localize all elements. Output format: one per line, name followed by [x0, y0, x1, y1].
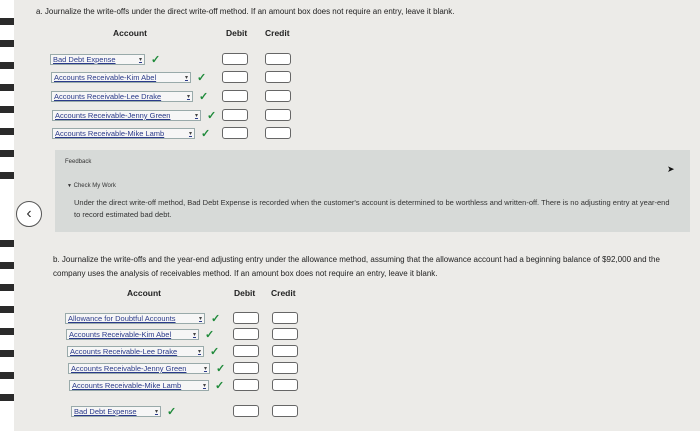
debit-amount-input[interactable] — [222, 109, 248, 121]
chevron-down-icon: ▾ — [203, 366, 207, 372]
debit-amount-input[interactable] — [233, 312, 259, 324]
checkmark-icon: ✓ — [197, 72, 207, 84]
feedback-text: Under the direct write-off method, Bad Debt Expense is recorded when the customer's account is determined to be worthless and written-off. There is no adjusting entry at year-end to record estimated bad debt. — [74, 198, 670, 219]
collapse-triangle-icon: ▼ — [67, 183, 72, 189]
credit-amount-input[interactable] — [265, 71, 291, 83]
account-select[interactable] — [71, 406, 161, 417]
checkmark-icon: ✓ — [215, 380, 225, 392]
chevron-down-icon: ▾ — [188, 131, 192, 137]
feedback-label: Feedback — [65, 159, 92, 165]
left-sidebar-strip — [0, 0, 14, 431]
credit-amount-input[interactable] — [272, 379, 298, 391]
account-header: Account — [113, 28, 147, 38]
account-select[interactable] — [65, 313, 205, 324]
journal-row — [52, 109, 216, 122]
strip-tick — [0, 84, 14, 91]
checkmark-icon: ✓ — [151, 54, 161, 66]
back-arrow-button[interactable] — [16, 201, 42, 227]
strip-tick — [0, 240, 14, 247]
part-b-question: b. Journalize the write-offs and the year-end adjusting entry under the allowance method, assuming that the allowance account had a beginning balance of $92,000 and the company uses the analysis of receivables method. If an amount box does not require an entry, leave it blank. — [53, 255, 660, 278]
chevron-down-icon: ▾ — [192, 332, 196, 338]
strip-tick — [0, 394, 14, 401]
journal-row — [65, 312, 220, 325]
strip-tick — [0, 106, 14, 113]
checkmark-icon: ✓ — [199, 91, 209, 103]
credit-amount-input[interactable] — [272, 312, 298, 324]
account-select-value: Allowance for Doubtful Accounts — [68, 314, 176, 323]
strip-tick — [0, 350, 14, 357]
account-select[interactable] — [51, 72, 191, 83]
account-select-value: Bad Debt Expense — [53, 55, 116, 64]
debit-amount-input[interactable] — [233, 328, 259, 340]
account-select-value: Accounts Receivable-Jenny Green — [55, 111, 171, 120]
journal-row — [52, 127, 210, 140]
credit-header: Credit — [271, 288, 296, 298]
account-select-value: Accounts Receivable-Jenny Green — [71, 364, 187, 373]
debit-amount-input[interactable] — [222, 90, 248, 102]
checkmark-icon: ✓ — [207, 110, 217, 122]
journal-row — [68, 362, 225, 375]
checkmark-icon: ✓ — [210, 346, 220, 358]
account-header: Account — [127, 288, 161, 298]
credit-amount-input[interactable] — [272, 362, 298, 374]
chevron-left-icon: ‹ — [26, 205, 32, 222]
check-my-work-title: Check My Work — [73, 183, 116, 189]
mouse-pointer-icon: ➤ — [667, 164, 675, 174]
chevron-down-icon: ▾ — [186, 94, 190, 100]
account-select[interactable] — [52, 110, 201, 121]
strip-tick — [0, 262, 14, 269]
credit-amount-input[interactable] — [265, 127, 291, 139]
chevron-down-icon: ▾ — [154, 409, 158, 415]
strip-tick — [0, 40, 14, 47]
debit-header: Debit — [226, 28, 248, 38]
check-my-work-toggle[interactable] — [67, 183, 116, 189]
strip-tick — [0, 328, 14, 335]
journal-row — [51, 90, 208, 103]
account-select-value: Accounts Receivable-Lee Drake — [70, 347, 178, 356]
strip-tick — [0, 372, 14, 379]
checkmark-icon: ✓ — [205, 329, 215, 341]
credit-amount-input[interactable] — [265, 109, 291, 121]
chevron-down-icon: ▾ — [184, 75, 188, 81]
debit-header: Debit — [234, 288, 256, 298]
journal-row — [67, 345, 219, 358]
account-select-value: Accounts Receivable-Lee Drake — [54, 92, 162, 101]
strip-tick — [0, 284, 14, 291]
journal-row — [71, 405, 176, 418]
account-select-value: Accounts Receivable-Mike Lamb — [55, 129, 165, 138]
account-select-value: Bad Debt Expense — [74, 407, 137, 416]
account-select[interactable] — [67, 346, 204, 357]
debit-amount-input[interactable] — [233, 362, 259, 374]
credit-amount-input[interactable] — [272, 328, 298, 340]
credit-amount-input[interactable] — [272, 345, 298, 357]
account-select[interactable] — [69, 380, 209, 391]
account-select[interactable] — [50, 54, 145, 65]
debit-amount-input[interactable] — [233, 379, 259, 391]
journal-row — [69, 379, 224, 392]
journal-row — [66, 328, 214, 341]
chevron-down-icon: ▾ — [202, 383, 206, 389]
credit-header: Credit — [265, 28, 290, 38]
account-select[interactable] — [66, 329, 199, 340]
part-a-question: a. Journalize the write-offs under the direct write-off method. If an amount box does not require an entry, leave it blank. — [36, 7, 455, 16]
journal-row — [50, 53, 160, 66]
checkmark-icon: ✓ — [167, 406, 177, 418]
debit-amount-input[interactable] — [233, 345, 259, 357]
chevron-down-icon: ▾ — [197, 349, 201, 355]
debit-amount-input[interactable] — [222, 71, 248, 83]
strip-tick — [0, 172, 14, 179]
strip-tick — [0, 306, 14, 313]
account-select-value: Accounts Receivable-Kim Abel — [54, 73, 157, 82]
account-select-value: Accounts Receivable-Kim Abel — [69, 330, 172, 339]
strip-tick — [0, 18, 14, 25]
debit-amount-input[interactable] — [233, 405, 259, 417]
account-select[interactable] — [68, 363, 210, 374]
journal-row — [51, 71, 206, 84]
debit-amount-input[interactable] — [222, 53, 248, 65]
credit-amount-input[interactable] — [265, 53, 291, 65]
checkmark-icon: ✓ — [216, 363, 226, 375]
feedback-panel — [55, 150, 690, 232]
chevron-down-icon: ▾ — [138, 57, 142, 63]
chevron-down-icon: ▾ — [198, 316, 202, 322]
chevron-down-icon: ▾ — [194, 113, 198, 119]
debit-amount-input[interactable] — [222, 127, 248, 139]
account-select[interactable] — [52, 128, 195, 139]
checkmark-icon: ✓ — [201, 128, 211, 140]
credit-amount-input[interactable] — [272, 405, 298, 417]
credit-amount-input[interactable] — [265, 90, 291, 102]
account-select-value: Accounts Receivable-Mike Lamb — [72, 381, 182, 390]
checkmark-icon: ✓ — [211, 313, 221, 325]
strip-tick — [0, 128, 14, 135]
account-select[interactable] — [51, 91, 193, 102]
strip-tick — [0, 62, 14, 69]
strip-tick — [0, 150, 14, 157]
